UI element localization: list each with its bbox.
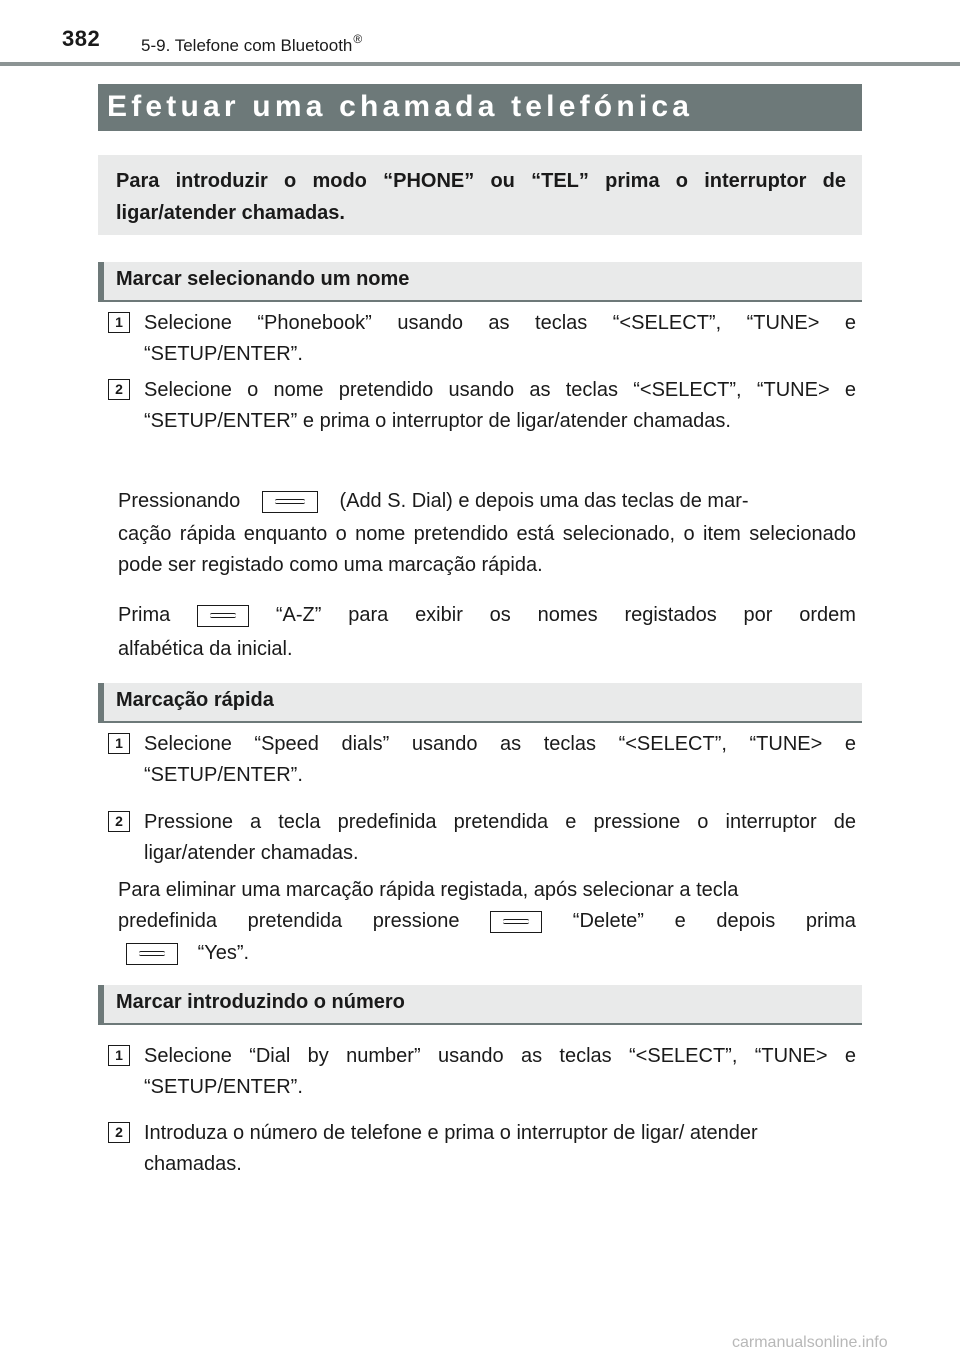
note-paragraph: cação rápida enquanto o nome pretendido está selecionado, o item selecionado pode ser registado como uma marcação rápida. — [118, 523, 856, 576]
menu-key-icon — [197, 605, 249, 627]
note-text: e — [674, 910, 686, 932]
menu-key-icon — [262, 491, 318, 513]
step-text: Introduza o número de telefone e prima o interruptor de ligar/ atender chamadas. — [144, 1122, 758, 1175]
step-text: Selecione “Phonebook” usando as teclas “<SELECT”, “TUNE> e “SETUP/ENTER”. — [144, 312, 856, 365]
note-text: “A-Z” — [275, 604, 322, 626]
step-number: 1 — [108, 733, 130, 754]
note-text: “Yes”. — [197, 942, 250, 964]
note-text: Pressionando — [118, 490, 241, 512]
intro-text: Para introduzir o modo “PHONE” ou “TEL” prima o interruptor de ligar/atender chamadas. — [116, 170, 846, 224]
subsection-header-dial-number — [98, 985, 862, 1025]
step-text: Selecione “Speed dials” usando as teclas “<SELECT”, “TUNE> e “SETUP/ENTER”. — [144, 733, 856, 786]
note-text: predefinida — [118, 910, 217, 932]
note-line — [118, 600, 856, 631]
note-text: pretendida — [247, 910, 343, 932]
note-text: exibir — [415, 604, 463, 626]
step-text: Pressione a tecla predefinida pretendida e pressione o interruptor de ligar/atender chamadas. — [144, 811, 856, 864]
section-title: Efetuar uma chamada telefónica — [107, 90, 694, 123]
chapter-title-text: 5-9. Telefone com Bluetooth — [141, 36, 353, 55]
intro-box — [98, 155, 862, 235]
step-number: 1 — [108, 312, 130, 333]
note-line — [118, 486, 856, 517]
note-line: alfabética da inicial. — [118, 638, 293, 660]
note-text: por — [743, 604, 773, 626]
step-text: Selecione “Dial by number” usando as teclas “<SELECT”, “TUNE> e “SETUP/ENTER”. — [144, 1045, 856, 1098]
note-line — [118, 938, 856, 969]
note-line: Para eliminar uma marcação rápida registada, após selecionar a tecla — [118, 879, 739, 901]
note-text: pressione — [372, 910, 460, 932]
note-text: para — [348, 604, 389, 626]
registered-mark: ® — [353, 32, 363, 46]
section-title-bar — [98, 84, 862, 131]
note-text: registados — [624, 604, 717, 626]
step-number: 2 — [108, 811, 130, 832]
watermark: carmanualsonline.info — [732, 1334, 888, 1351]
step-number: 1 — [108, 1045, 130, 1066]
subsection-title: Marcar selecionando um nome — [116, 268, 410, 290]
step-text: Selecione o nome pretendido usando as teclas “<SELECT”, “TUNE> e “SETUP/ENTER” e prima o interruptor de ligar/atender chamadas. — [144, 379, 856, 432]
page-number: 382 — [62, 26, 101, 51]
header-rule — [0, 62, 960, 66]
subsection-title: Marcar introduzindo o número — [116, 991, 405, 1013]
note-text: prima — [805, 910, 856, 932]
note-text: os — [489, 604, 511, 626]
step-number: 2 — [108, 1122, 130, 1143]
note-text: depois — [716, 910, 776, 932]
subsection-title: Marcação rápida — [116, 689, 274, 711]
note-text: nomes — [537, 604, 598, 626]
note-text: ordem — [799, 604, 856, 626]
subsection-header-speed-dial — [98, 683, 862, 723]
subsection-header-select-name — [98, 262, 862, 302]
menu-key-icon — [490, 911, 542, 933]
page-header — [0, 0, 960, 70]
note-line — [118, 906, 856, 937]
chapter-title — [141, 32, 362, 56]
note-text: (Add S. Dial) e depois uma das teclas de mar- — [339, 490, 749, 512]
note-text: “Delete” — [572, 910, 644, 932]
note-text: Prima — [118, 604, 171, 626]
menu-key-icon — [126, 943, 178, 965]
step-number: 2 — [108, 379, 130, 400]
